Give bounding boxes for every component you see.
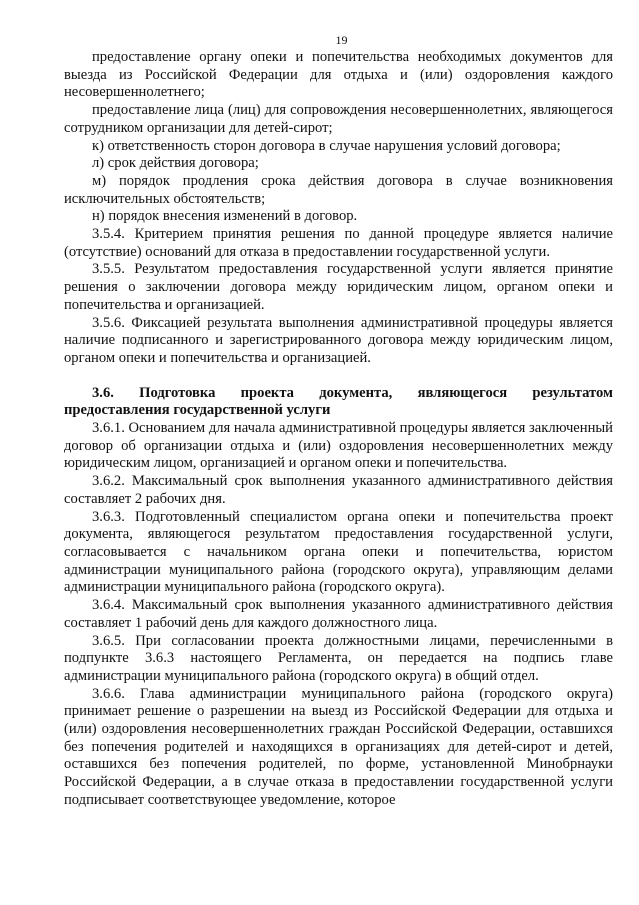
paragraph-item-m: м) порядок продления срока действия договора в случае возникновения исключительных обстоятельств; <box>64 172 613 207</box>
paragraph-3-6-2: 3.6.2. Максимальный срок выполнения указанного административного действия составляет 2 рабочих дня. <box>64 473 613 507</box>
paragraph-item-n: н) порядок внесения изменений в договор. <box>92 208 358 225</box>
paragraph-3-6-4: 3.6.4. Максимальный срок выполнения указанного административного действия составляет 1 рабочий день для каждого должностного лица. <box>64 597 613 631</box>
paragraph-item-l: л) срок действия договора; <box>92 155 259 172</box>
paragraph-3-6-3: 3.6.3. Подготовленный специалистом органа опеки и попечительства проект документа, являющегося результатом предоставления государственной услуги, согласовывается с начальником органа опеки и попечительства, юристом администрации муниципального района (городского округа), управляющим делами администрации муниципального района (городского округа). <box>64 508 613 596</box>
paragraph-3-5-4: 3.5.4. Критерием принятия решения по данной процедуре является наличие (отсутствие) оснований для отказа в предоставлении государственной услуги. <box>64 226 613 260</box>
paragraph-3-5-5: 3.5.5. Результатом предоставления государственной услуги является принятие решения о заключении договора между юридическим лицом, органом опеки и попечительства и организацией. <box>64 261 613 313</box>
paragraph-3-5-6: 3.5.6. Фиксацией результата выполнения административной процедуры является наличие подписанного и зарегистрированного договора между юридическим лицом, органом опеки и попечительства и организацией. <box>64 314 613 366</box>
paragraph-3-6-1: 3.6.1. Основанием для начала административной процедуры является заключенный договор об организации отдыха и (или) оздоровления несовершеннолетних между юридическим лицом, организацией и органом опеки и попечительства. <box>64 420 613 472</box>
paragraph-3-6-6: 3.6.6. Глава администрации муниципального района (городского округа) принимает решение о разрешении на выезд из Российской Федерации для отдыха и (или) оздоровления несовершеннолетних граждан Российской Федерации, оставшихся без попечения родителей и находящихся в организациях для детей-сирот и детей, оставшихся без попечения родителей, по форме, установленной Минобрнауки Российской Федерации, а в случае отказа в предоставлении государственной услуги подписывает соответствующее уведомление, которое <box>64 685 613 808</box>
paragraph-escort-person: предоставление лица (лиц) для сопровождения несовершеннолетних, являющегося сотрудником организации для детей-сирот; <box>64 102 613 136</box>
paragraph-documents-for-exit: предоставление органу опеки и попечительства необходимых документов для выезда из Российской Федерации для отдыха и (или) оздоровления каждого несовершеннолетнего; <box>64 49 613 101</box>
paragraph-3-6-5: 3.6.5. При согласовании проекта должностными лицами, перечисленными в подпункте 3.6.3 настоящего Регламента, он передается на подпись главе администрации муниципального района (городского округа) в общий отдел. <box>64 632 613 684</box>
section-heading-3-6: 3.6. Подготовка проекта документа, являющегося результатом предоставления государственной услуги <box>64 384 613 419</box>
page-number: 19 <box>335 33 348 47</box>
paragraph-item-k: к) ответственность сторон договора в случае нарушения условий договора; <box>92 137 561 154</box>
